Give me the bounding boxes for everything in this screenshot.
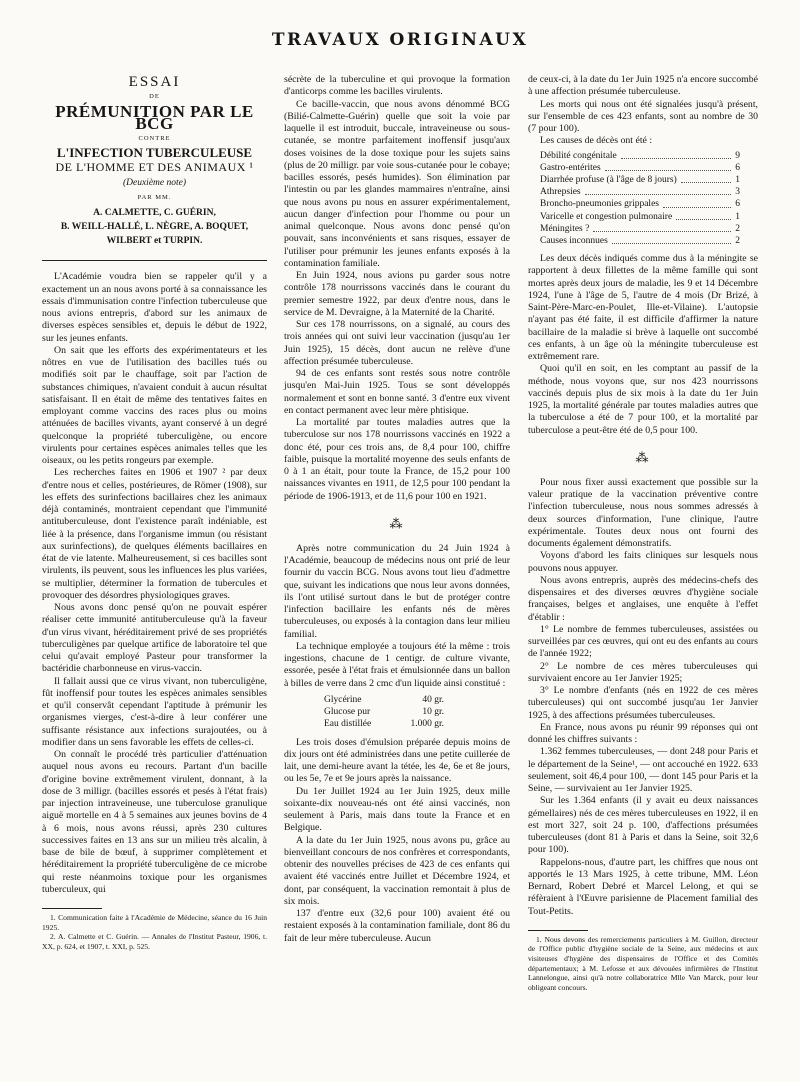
title-contre: CONTRE — [138, 135, 171, 142]
paragraph: Les trois doses d'émulsion préparée depuis moins de dix jours ont été administrées dans une petite cuillerée de lait, une demi-heure avant la tétée, les 4e, 6e et 8e jours, ou les 5e, 7e et 9e jours après la naissance. — [284, 736, 510, 785]
article-title-block — [42, 76, 267, 248]
cause-row: Gastro-entérites 6 — [540, 162, 740, 173]
paragraph: Il fallait aussi que ce virus vivant, non tuberculigène, fût inoffensif pour toutes les espèces animales sensibles et qu'il conservât cependant l'aptitude à prémunir les organismes vierges, c'est-à-dire à leur conférer une suffisante résistance aux infections surajoutées, ou à modifier dans un sens favorable les effets de celles-ci. — [42, 675, 267, 748]
article-subtitle: L'INFECTION TUBERCULEUSE — [56, 145, 253, 161]
title-essai: ESSAI — [128, 74, 181, 90]
cause-row: Athrepsies 3 — [540, 187, 740, 198]
paragraph: Ce bacille-vaccin, que nous avons dénommé BCG (Bilié-Calmette-Guérin) quelle que soit la voie par laquelle il est introduit, buccale, intraveineuse ou sous-cutanée, se montre parfaitement inoffensif jusqu'aux doses voisines de la dose toxique pour les sujets sains (plus de 20 milligr. par voie sous-cutanée pour le cobaye; bacilles essorés, pesés humides). Son élimination par l'intestin ou par les glandes mammaires n'entraîne, ainsi que nous avons pu nous en assurer expérimentalement, aucun danger d'infection pour l'homme ou pour un animal quelconque. Nous avons donc pensé qu'on pouvait, sans inconvénients et sans risques, essayer de l'utiliser pour prémunir les jeunes enfants exposés à la contamination familiale. — [284, 98, 510, 269]
cause-row: Causes inconnues 2 — [540, 235, 740, 246]
paragraph: A la date du 1er Juin 1925, nous avons pu, grâce au bienveillant concours de nos confrères et correspondants, obtenir des nouvelles précises de 423 de ces enfants qui avaient été vaccinés entre Juillet et Décembre 1924, et dont, par conséquent, la vaccination remontait à plus de six mois. — [284, 834, 510, 907]
formula-row: Glycérine 40 gr. — [324, 694, 444, 705]
section-separator: ⁂ — [389, 515, 405, 531]
title-de: DE — [149, 93, 160, 101]
cause-row: Débilité congénitale 9 — [540, 150, 740, 161]
authors-line-3: WILBERT et TURPIN. — [106, 236, 203, 247]
article-note: (Deuxième note) — [122, 177, 187, 188]
paragraph: Après notre communication du 24 Juin 1924 à l'Académie, beaucoup de médecins nous ont prié de leur fournir du vaccin BCG. Nous avons tout lieu d'admettre que, suivant les indications que nous leur avons données, ils l'ont utilisé surtout dans le but de protéger contre l'infection bacillaire les enfants nés de mères tuberculeuses, ou exposés à la contagion dans leur milieu familial. — [284, 542, 510, 640]
paragraph: Nous avons donc pensé qu'on ne pouvait espérer réaliser cette immunité antituberculeuse qu'à la faveur d'un virus vivant, héréditairement privé de ses propriétés tuberculigènes par quelque artifice de laboratoire tel que celui qu'avait employé Pasteur pour transformer la bactéridie charbonneuse en virus-vaccin. — [42, 602, 267, 675]
footnote-rule — [528, 930, 588, 931]
paragraph: 1.362 femmes tuberculeuses, — dont 248 pour Paris et le département de la Seine¹, — ont accouché en 1922. 633 seulement, soit 46,4 pour 100, — dont 145 pour Paris et la Seine, — survivaient au 1er Janvier 1925. — [528, 746, 758, 795]
article-title: PRÉMUNITION PAR LE BCG — [55, 101, 254, 133]
paragraph: Rappelons-nous, d'autre part, les chiffres que nous ont apportés le 13 Mars 1925, à cette tribune, MM. Léon Bernard, Robert Debré et Marcel Lelong, et qui se réfèraient à l'Œuvre parisienne de Placement familial des Tout-Petits. — [528, 856, 758, 917]
footnote: 2. A. Calmette et C. Guérin. — Annales de l'Institut Pasteur, 1906, t. XX, p. 624, et 1907, t. XXI, p. 525. — [42, 932, 267, 951]
formula-row: Glucose pur 10 gr. — [324, 707, 444, 717]
paragraph: Voyons d'abord les faits cliniques sur lesquels nous pouvons nous appuyer. — [528, 550, 758, 574]
cause-row: Diarrhée profuse (à l'âge de 8 jours) 1 — [540, 174, 740, 185]
paragraph: 137 d'entre eux (32,6 pour 100) avaient été ou restaient exposés à la contamination familiale, dont 86 du fait de leur mère tuberculeuse. Aucun — [284, 908, 510, 944]
paragraph: sécrète de la tuberculine et qui provoque la formation d'anticorps comme les bacilles virulents. — [284, 74, 510, 98]
running-head: TRAVAUX ORIGINAUX — [271, 30, 529, 50]
column-3 — [528, 74, 758, 992]
paragraph: Nous avons entrepris, auprès des médecins-chefs des dispensaires et des diverses œuvres d'hygiène sociale françaises, belges et anglaises, une enquête à l'effet d'établir : — [528, 574, 758, 623]
paragraph: 1° Le nombre de femmes tuberculeuses, assistées ou surveillées par ces œuvres, qui ont eu des enfants au cours de l'année 1922; — [528, 623, 758, 660]
paragraph: Les causes de décès ont été : — [540, 135, 653, 147]
paragraph: Sur ces 178 nourrissons, on a signalé, au cours des trois années qui ont suivi leur vaccination (jusqu'au 1er Juin 1925), 15 décès, dont aucun ne relève d'une affection présumée tuberculeuse. — [284, 319, 510, 367]
formula-table — [324, 694, 510, 731]
paragraph: Pour nous fixer aussi exactement que possible sur la valeur pratique de la vaccination préventive contre l'infection tuberculeuse, nous nous sommes adressés à deux sources d'information, l'une clinique, l'autre expérimentale. Toutes deux nous ont fourni des documents également démonstratifs. — [528, 476, 758, 550]
title-rule — [42, 260, 267, 261]
cause-row: Varicelle et congestion pulmonaire 1 — [540, 211, 740, 222]
section-separator: ⁂ — [635, 449, 651, 465]
paragraph: En Juin 1924, nous avions pu garder sous notre contrôle 178 nourrissons vaccinés dans le courant du premier semestre 1922, par deux d'entre nous, dans le service de M. Devraigne, à la Maternité de la Charité. — [284, 270, 510, 318]
title-par: PAR MM. — [137, 194, 172, 201]
paragraph: 94 de ces enfants sont restés sous notre contrôle jusqu'en Mai-Juin 1925. Tous se sont développés normalement et sont en bonne santé. 3 d'entre eux vivent en contact permanent avec leur mère phtisique. — [284, 368, 510, 416]
authors-line-2: B. WEILL-HALLÉ, L. NÈGRE, A. BOQUET, — [60, 222, 249, 233]
paragraph: Les recherches faites en 1906 et 1907 ² par deux d'entre nous et celles, postérieures, de Römer (1908), sur les effets des surinfections bacillaires chez les animaux déjà contaminés, montraient cependant que l'immunité antituberculeuse, dont l'existence paraît indéniable, est liée à la présence, dans l'organisme immun (ou résistant aux surinfections), de quelques éléments bacillaires en état de vie latente. Malheureusement, si ces bacilles sont virulents, ils peuvent, sous les influences les plus variées, se multiplier, déterminer la formation de tubercules et provoquer des désordres physiologiques graves. — [42, 467, 268, 601]
column-1 — [42, 74, 267, 951]
paragraph: Sur les 1.364 enfants (il y avait eu deux naissances gémellaires) nés de ces mères tuberculeuses en 1922, il en est mort 327, soit 24 p. 100, d'affections présumées tuberculeuses (dont 81 à Paris et dans la Seine, soit 32,6 pour 100). — [528, 795, 758, 856]
paragraph: Du 1er Juillet 1924 au 1er Juin 1925, deux mille soixante-dix nouveau-nés ont été ainsi vaccinés, non seulement à Paris, mais dans toute la France et en Belgique. — [284, 785, 510, 834]
paragraph: On connaît le procédé très particulier d'atténuation auquel nous avons eu recours. Partant d'un bacille d'origine bovine extrêmement virulent, donnant, à la dose de 3 milligr. (bacilles essorés et pesés à l'état frais) par injection intraveineuse, une tuberculose granulique aiguë mortelle en 4 à 5 semaines aux jeunes bovins de 4 à 6 mois, nous avons réussi, après 230 cultures successives faites en 13 ans sur un milieu très alcalin, à base de bile de bœuf, à supprimer complètement et héréditairement la propriété tuberculigène de ce microbe qui reste néanmoins toxique pour les organismes tuberculeux, qui — [42, 749, 267, 895]
paragraph: On sait que les efforts des expérimentateurs et les nôtres en vue de l'utilisation des bacilles tués ou modifiés soit par le chauffage, soit par l'action de substances chimiques, n'avaient conduit à aucun résultat satisfaisant. Il en était de même des tentatives faites en employant comme vaccins des races plus ou moins atténuées de bacilles vivants, ayant conservé à un degré quelconque la propriété tuberculigène, ou encore virulents pour certaines espèces animales telles que les oiseaux, ou les petits rongeurs par exemple. — [42, 344, 267, 466]
paragraph: Quoi qu'il en soit, en les comptant au passif de la méthode, nous voyons que, sur nos 423 nourrissons vaccinés depuis plus de six mois à la date du 1er Juin 1925, la mortalité générale par toutes maladies autres que la tuberculose a été de 7 pour 100, et la mortalité par tuberculose a peut-être été de 0,5 pour 100. — [528, 363, 758, 436]
paragraph: Les morts qui nous ont été signalées jusqu'à présent, sur l'ensemble de ces 423 enfants, sont au nombre de 30 (7 pour 100). — [528, 98, 758, 134]
paragraph: La technique employée a toujours été la même : trois ingestions, chacune de 1 centigr. de culture vivante, essorée, pesée à l'état frais et émulsionnée dans un ballon à billes de verre dans 2 cmc d'un liquide ainsi constitué : — [284, 640, 510, 689]
footnote: 1. Communication faite à l'Académie de Médecine, séance du 16 Juin 1925. — [42, 913, 267, 932]
paragraph: Les deux décès indiqués comme dus à la méningite se rapportent à deux fillettes de la même famille qui sont mortes après deux jours de maladie, les 9 et 14 Décembre 1924, l'une à l'âge de 5, l'autre de 4 mois (Dr Brizé, à Saint-Père-Marc-en-Poulet, Ille-et-Vilaine). L'autopsie n'ayant pas été faite, il est difficile d'affirmer la nature bacillaire de la maladie si brève à laquelle ont succombé ces enfants, à un âge où la méningite tuberculeuse est extrêmement rare. — [528, 253, 758, 363]
footnote-rule — [42, 908, 102, 909]
footnote: 1. Nous devons des remerciements particuliers à M. Guillon, directeur de l'Office public d'hygiène sociale de la Seine, aux médecins et aux visiteuses d'hygiène des dispensaires de l'Office et des Comités départementaux; à M. Lefosse et aux dévouées infirmières de l'Institut Lannelongue, ainsi qu'à notre collaboratrice Mlle Van Marck, pour leur obligeant concours. — [528, 934, 758, 992]
paragraph: La mortalité par toutes maladies autres que la tuberculose sur nos 178 nourrissons vaccinés en 1922 a donc été, pour ces trois ans, de 8,4 pour 100, chiffre faible, puisque la mortalité moyenne des seuls enfants de 0 à 1 an était, pour toute la France, de 15,2 pour 100 naissances vivantes en 1911, de 12,5 pour 100 pendant la période de 1906-1913, et de 11,6 pour 100 en 1921. — [284, 417, 510, 502]
paragraph: 3° Le nombre d'enfants (nés en 1922 de ces mères tuberculeuses) qui ont succombé jusqu'au 1er Janvier 1925, à des affections présumées tuberculeuses. — [528, 685, 758, 721]
paragraph: L'Académie voudra bien se rappeler qu'il y a exactement un an nous avons porté à sa connaissance les essais d'immunisation contre l'infection tuberculeuse que nous avions entrepris, d'abord sur les animaux de diverses espèces sensibles et, depuis le début de 1922, sur les jeunes enfants. — [42, 271, 267, 344]
paragraph: En France, nous avons pu réunir 99 réponses qui ont donné les chiffres suivants : — [528, 721, 758, 746]
article-subtitle-2: DE L'HOMME ET DES ANIMAUX ¹ — [55, 159, 254, 174]
paragraph: 2° Le nombre de ces mères tuberculeuses qui survivaient encore au 1er Janvier 1925; — [528, 660, 758, 684]
paragraph: de ceux-ci, à la date du 1er Juin 1925 n'a encore succombé à une affection présumée tuberculeuse. — [528, 74, 758, 98]
cause-row: Méningites ? 2 — [540, 223, 740, 234]
formula-row: Eau distillée 1.000 gr. — [324, 719, 444, 730]
column-2 — [284, 74, 510, 945]
authors-line-1: A. CALMETTE, C. GUÉRIN, — [93, 208, 216, 219]
causes-table — [540, 150, 758, 248]
cause-row: Broncho-pneumonies grippales 6 — [540, 199, 740, 210]
